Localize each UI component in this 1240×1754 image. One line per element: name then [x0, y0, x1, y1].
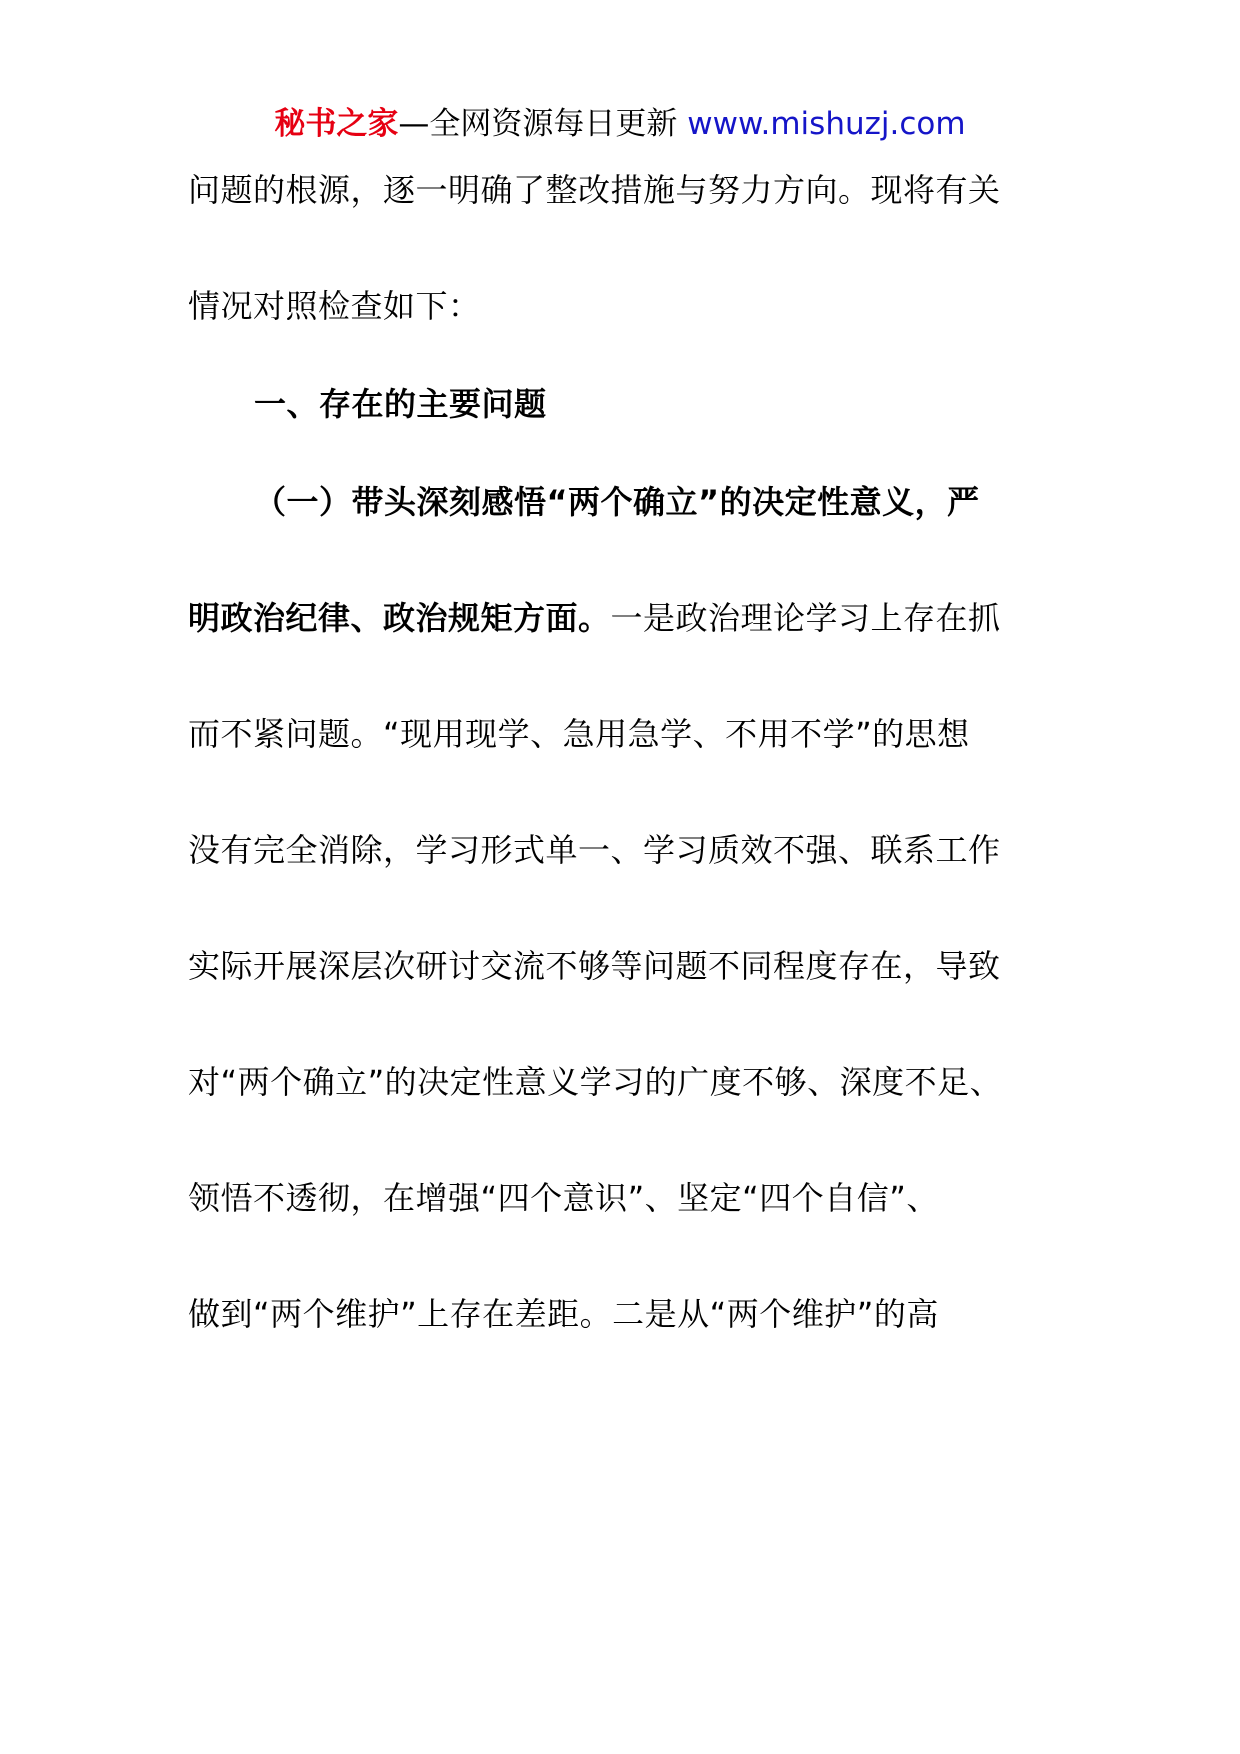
subsection-heading: （一）带头深刻感悟“两个确立”的决定性意义，严	[254, 483, 980, 521]
body-line-3-text: 一是政治理论学习上存在抓	[610, 599, 1001, 637]
body-line-5: 没有完全消除，学习形式单一、学习质效不强、联系工作	[188, 831, 1001, 869]
subsection-heading-continued: 明政治纪律、政治规矩方面。	[188, 599, 611, 637]
header-website-link[interactable]: www.mishuzj.com	[687, 106, 966, 142]
section-heading: 一、存在的主要问题	[254, 385, 547, 423]
body-line-9: 做到“两个维护”上存在差距。二是从“两个维护”的高	[188, 1295, 939, 1333]
body-line-4: 而不紧问题。“现用现学、急用急学、不用不学”的思想	[188, 715, 970, 753]
body-line-6: 实际开展深层次研讨交流不够等问题不同程度存在，导致	[188, 947, 1001, 985]
body-line-8: 领悟不透彻，在增强“四个意识”、坚定“四个自信”、	[188, 1179, 939, 1217]
body-line-1: 问题的根源，逐一明确了整改措施与努力方向。现将有关	[188, 171, 1001, 209]
body-line-3	[188, 596, 1001, 640]
header-slogan: —全网资源每日更新	[398, 106, 688, 142]
page-header	[0, 104, 1240, 144]
header-brand: 秘书之家	[274, 106, 399, 142]
body-line-7: 对“两个确立”的决定性意义学习的广度不够、深度不足、	[188, 1063, 1003, 1101]
body-line-2: 情况对照检查如下：	[188, 287, 481, 325]
